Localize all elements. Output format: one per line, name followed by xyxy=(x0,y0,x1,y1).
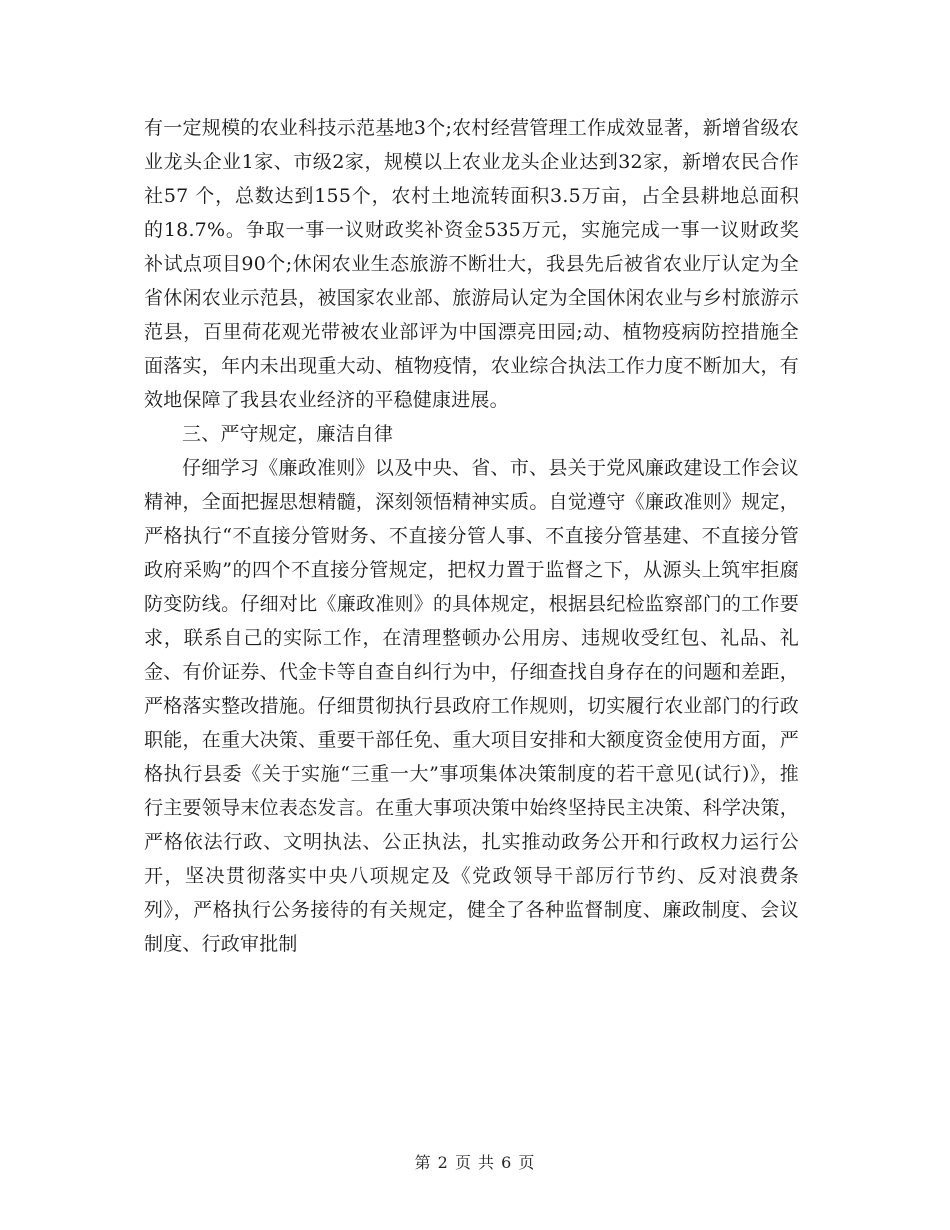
document-body xyxy=(144,111,799,961)
body-paragraph-integrity: 仔细学习《廉政准则》以及中央、省、市、县关于党风廉政建设工作会议精神，全面把握思想精髓，深刻领悟精神实质。自觉遵守《廉政准则》规定，严格执行“不直接分管财务、不直接分管人事、不直接分管基建、不直接分管政府采购”的四个不直接分管规定，把权力置于监督之下，从源头上筑牢拒腐防变防线。仔细对比《廉政准则》的具体规定，根据县纪检监察部门的工作要求，联系自己的实际工作，在清理整顿办公用房、违规收受红包、礼品、礼金、有价证券、代金卡等自查自纠行为中，仔细查找自身存在的问题和差距，严格落实整改措施。仔细贯彻执行县政府工作规则，切实履行农业部门的行政职能，在重大决策、重要干部任免、重大项目安排和大额度资金使用方面，严格执行县委《关于实施“三重一大”事项集体决策制度的若干意见(试行)》，推行主要领导末位表态发言。在重大事项决策中始终坚持民主决策、科学决策，严格依法行政、文明执法、公正执法，扎实推动政务公开和行政权力运行公开，坚决贯彻落实中央八项规定及《党政领导干部厉行节约、反对浪费条列》，严格执行公务接待的有关规定，健全了各种监督制度、廉政制度、会议制度、行政审批制 xyxy=(144,457,799,955)
body-paragraph-continued: 有一定规模的农业科技示范基地3个;农村经营管理工作成效显著，新增省级农业龙头企业1家、市级2家，规模以上农业龙头企业达到32家，新增农民合作社57 个，总数达到155个，农村土地流转面积3.5万亩，占全县耕地总面积的18.7%。争取一事一议财政奖补资金535万元，实施完成一事一议财政奖补试点项目90个;休闲农业生态旅游不断壮大，我县先后被省农业厅认定为全省休闲农业示范县，被国家农业部、旅游局认定为全国休闲农业与乡村旅游示范县，百里荷花观光带被农业部评为中国漂亮田园;动、植物疫病防控措施全面落实，年内未出现重大动、植物疫情，农业综合执法工作力度不断加大，有效地保障了我县农业经济的平稳健康进展。 xyxy=(144,117,799,411)
section-heading: 三、严守规定，廉洁自律 xyxy=(182,423,394,445)
page-number-footer: 第 2 页 共 6 页 xyxy=(414,1153,536,1172)
